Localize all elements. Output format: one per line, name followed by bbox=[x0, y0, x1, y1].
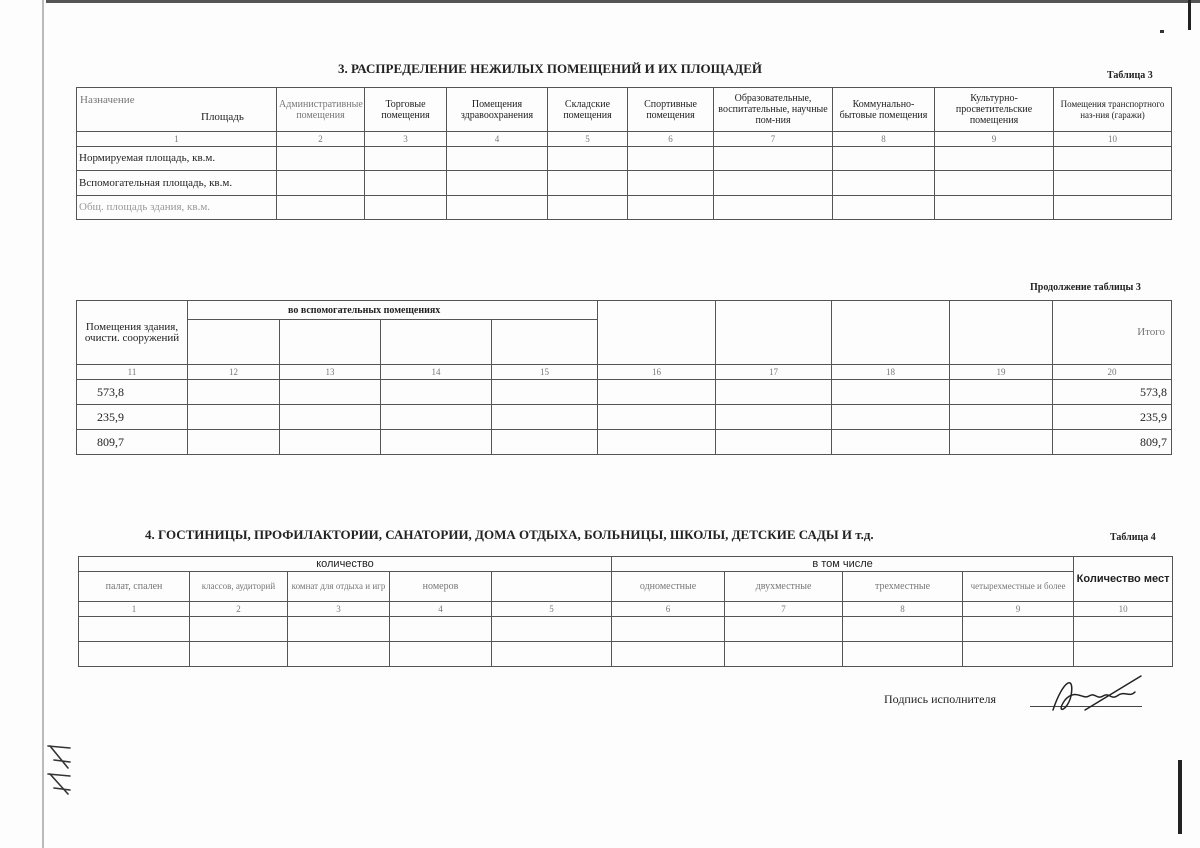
table3-corner-bottom: Площадь bbox=[201, 111, 244, 123]
empty-cell bbox=[714, 147, 833, 171]
empty-cell bbox=[79, 617, 190, 642]
col-number: 13 bbox=[280, 365, 381, 380]
empty-cell bbox=[280, 380, 381, 405]
empty-cell bbox=[548, 171, 628, 196]
col-number: 11 bbox=[77, 365, 188, 380]
empty-cell bbox=[598, 405, 716, 430]
col-number: 9 bbox=[935, 132, 1054, 147]
table4-group-quantity: количество bbox=[79, 557, 612, 572]
col-number: 7 bbox=[725, 602, 843, 617]
table3-header: Коммунально-бытовые помещения bbox=[833, 88, 935, 132]
table3-header: Помещения здравоохранения bbox=[447, 88, 548, 132]
section3-table-label: Таблица 3 bbox=[1107, 70, 1153, 81]
table4-header: трехместные bbox=[843, 572, 963, 602]
empty-cell bbox=[190, 617, 288, 642]
section4-table-label: Таблица 4 bbox=[1110, 532, 1156, 543]
col-number: 6 bbox=[628, 132, 714, 147]
empty-cell bbox=[447, 171, 548, 196]
empty-cell bbox=[492, 405, 598, 430]
empty-cell bbox=[714, 171, 833, 196]
col-number: 8 bbox=[833, 132, 935, 147]
table3b-corner: Помещения здания, очисти. сооружений bbox=[84, 320, 180, 344]
col-number: 1 bbox=[77, 132, 277, 147]
signature-scribble bbox=[1045, 670, 1145, 720]
empty-cell bbox=[612, 617, 725, 642]
empty-cell bbox=[628, 196, 714, 220]
col-number: 6 bbox=[612, 602, 725, 617]
col-number: 15 bbox=[492, 365, 598, 380]
table4-header bbox=[492, 572, 612, 602]
empty-cell bbox=[714, 196, 833, 220]
table4-header: палат, спален bbox=[79, 572, 190, 602]
col-number: 8 bbox=[843, 602, 963, 617]
table3 bbox=[76, 87, 1172, 220]
empty-cell bbox=[1074, 617, 1173, 642]
empty-cell bbox=[935, 147, 1054, 171]
signature-label: Подпись исполнителя bbox=[884, 692, 996, 706]
empty-cell bbox=[628, 147, 714, 171]
table3-header: Культурно-просветительские помещения bbox=[935, 88, 1054, 132]
empty-cell bbox=[628, 171, 714, 196]
table3b-total-header: Итого bbox=[1053, 301, 1172, 365]
table-row bbox=[77, 430, 1172, 455]
col-number: 2 bbox=[277, 132, 365, 147]
table3-header: Помещения транспортного наз-ния (гаражи) bbox=[1054, 88, 1172, 132]
empty-cell bbox=[280, 320, 381, 365]
table3b-header-row bbox=[77, 301, 1172, 320]
empty-cell bbox=[280, 405, 381, 430]
empty-cell bbox=[950, 405, 1053, 430]
table3-continuation bbox=[76, 300, 1172, 455]
table3b-number-row bbox=[77, 365, 1172, 380]
empty-cell bbox=[1054, 147, 1172, 171]
table4-header: номеров bbox=[390, 572, 492, 602]
empty-cell bbox=[447, 196, 548, 220]
table-row bbox=[77, 380, 1172, 405]
empty-cell bbox=[598, 430, 716, 455]
empty-cell bbox=[716, 430, 832, 455]
table4-header: одноместные bbox=[612, 572, 725, 602]
table4-header: классов, аудиторий bbox=[190, 572, 288, 602]
empty-cell bbox=[381, 405, 492, 430]
table4-header: двухместные bbox=[725, 572, 843, 602]
scan-edge-top bbox=[46, 0, 1200, 3]
table3-header-row bbox=[77, 88, 1172, 132]
empty-cell bbox=[832, 301, 950, 365]
table4-header: четырехместные и более bbox=[963, 572, 1074, 602]
empty-cell bbox=[277, 171, 365, 196]
row-label: Общ. площадь здания, кв.м. bbox=[77, 196, 277, 220]
row-label: Вспомогательная площадь, кв.м. bbox=[77, 171, 277, 196]
empty-cell bbox=[716, 301, 832, 365]
empty-cell bbox=[188, 430, 280, 455]
col-number: 20 bbox=[1053, 365, 1172, 380]
empty-cell bbox=[716, 405, 832, 430]
empty-cell bbox=[288, 617, 390, 642]
scan-edge-left bbox=[42, 0, 44, 848]
table-row bbox=[77, 147, 1172, 171]
empty-cell bbox=[833, 196, 935, 220]
table3-header: Торговые помещения bbox=[365, 88, 447, 132]
empty-cell bbox=[843, 617, 963, 642]
table4-places-header: Количество мест bbox=[1074, 557, 1173, 602]
table4-header-row bbox=[79, 572, 1173, 602]
row-total: 573,8 bbox=[1053, 380, 1172, 405]
empty-cell bbox=[492, 430, 598, 455]
empty-cell bbox=[725, 642, 843, 667]
empty-cell bbox=[950, 430, 1053, 455]
empty-cell bbox=[725, 617, 843, 642]
empty-cell bbox=[1054, 171, 1172, 196]
table4 bbox=[78, 556, 1173, 667]
empty-cell bbox=[833, 171, 935, 196]
empty-cell bbox=[492, 380, 598, 405]
empty-cell bbox=[188, 320, 280, 365]
table-row bbox=[77, 196, 1172, 220]
row-value: 809,7 bbox=[77, 430, 188, 455]
empty-cell bbox=[381, 320, 492, 365]
empty-cell bbox=[935, 196, 1054, 220]
empty-cell bbox=[716, 380, 832, 405]
empty-cell bbox=[548, 147, 628, 171]
table4-group-including: в том числе bbox=[612, 557, 1074, 572]
col-number: 10 bbox=[1074, 602, 1173, 617]
empty-cell bbox=[1054, 196, 1172, 220]
table-row bbox=[77, 405, 1172, 430]
row-value: 573,8 bbox=[77, 380, 188, 405]
col-number: 10 bbox=[1054, 132, 1172, 147]
empty-cell bbox=[277, 147, 365, 171]
table3-header: Образовательные, воспитательные, научные пом-ния bbox=[714, 88, 833, 132]
empty-cell bbox=[950, 301, 1053, 365]
col-number: 4 bbox=[390, 602, 492, 617]
empty-cell bbox=[190, 642, 288, 667]
col-number: 1 bbox=[79, 602, 190, 617]
col-number: 9 bbox=[963, 602, 1074, 617]
empty-cell bbox=[935, 171, 1054, 196]
row-total: 809,7 bbox=[1053, 430, 1172, 455]
table3-corner-cell bbox=[77, 88, 277, 132]
col-number: 7 bbox=[714, 132, 833, 147]
empty-cell bbox=[598, 380, 716, 405]
empty-cell bbox=[381, 380, 492, 405]
empty-cell bbox=[832, 380, 950, 405]
col-number: 4 bbox=[447, 132, 548, 147]
empty-cell bbox=[288, 642, 390, 667]
col-number: 5 bbox=[548, 132, 628, 147]
col-number: 5 bbox=[492, 602, 612, 617]
table3-header: Административные помещения bbox=[277, 88, 365, 132]
scan-mark-top-right bbox=[1188, 0, 1191, 30]
scan-tick bbox=[1160, 30, 1164, 33]
table4-number-row bbox=[79, 602, 1173, 617]
table3-header: Спортивные помещения bbox=[628, 88, 714, 132]
table3-header: Складские помещения bbox=[548, 88, 628, 132]
col-number: 2 bbox=[190, 602, 288, 617]
empty-cell bbox=[188, 380, 280, 405]
col-number: 16 bbox=[598, 365, 716, 380]
empty-cell bbox=[1074, 642, 1173, 667]
table-row bbox=[77, 171, 1172, 196]
empty-cell bbox=[277, 196, 365, 220]
col-number: 3 bbox=[365, 132, 447, 147]
row-value: 235,9 bbox=[77, 405, 188, 430]
empty-cell bbox=[492, 617, 612, 642]
table3b-corner-cell bbox=[77, 301, 188, 365]
scan-mark-bottom-right bbox=[1178, 760, 1182, 834]
col-number: 14 bbox=[381, 365, 492, 380]
empty-cell bbox=[390, 642, 492, 667]
empty-cell bbox=[950, 380, 1053, 405]
empty-cell bbox=[447, 147, 548, 171]
section4-title: 4. ГОСТИНИЦЫ, ПРОФИЛАКТОРИИ, САНАТОРИИ, ДОМА ОТДЫХА, БОЛЬНИЦЫ, ШКОЛЫ, ДЕТСКИЕ САДЫ И т.д. bbox=[145, 527, 874, 542]
empty-cell bbox=[492, 320, 598, 365]
empty-cell bbox=[79, 642, 190, 667]
row-total: 235,9 bbox=[1053, 405, 1172, 430]
table-row bbox=[79, 617, 1173, 642]
empty-cell bbox=[963, 617, 1074, 642]
col-number: 18 bbox=[832, 365, 950, 380]
table-row bbox=[79, 642, 1173, 667]
section3-title: 3. РАСПРЕДЕЛЕНИЕ НЕЖИЛЫХ ПОМЕЩЕНИЙ И ИХ ПЛОЩАДЕЙ bbox=[338, 61, 763, 76]
table4-group-row bbox=[79, 557, 1173, 572]
empty-cell bbox=[612, 642, 725, 667]
empty-cell bbox=[548, 196, 628, 220]
table3-number-row bbox=[77, 132, 1172, 147]
col-number: 3 bbox=[288, 602, 390, 617]
empty-cell bbox=[963, 642, 1074, 667]
table3-corner-top: Назначение bbox=[80, 94, 135, 106]
handwritten-page-mark bbox=[40, 740, 80, 796]
col-number: 12 bbox=[188, 365, 280, 380]
row-label: Нормируемая площадь, кв.м. bbox=[77, 147, 277, 171]
empty-cell bbox=[843, 642, 963, 667]
empty-cell bbox=[833, 147, 935, 171]
col-number: 19 bbox=[950, 365, 1053, 380]
empty-cell bbox=[598, 301, 716, 365]
empty-cell bbox=[365, 196, 447, 220]
table3b-group-header: во вспомогательных помещениях bbox=[188, 301, 598, 320]
empty-cell bbox=[188, 405, 280, 430]
empty-cell bbox=[280, 430, 381, 455]
empty-cell bbox=[492, 642, 612, 667]
section3b-continuation-label: Продолжение таблицы 3 bbox=[1030, 282, 1141, 293]
col-number: 17 bbox=[716, 365, 832, 380]
empty-cell bbox=[832, 405, 950, 430]
empty-cell bbox=[832, 430, 950, 455]
empty-cell bbox=[381, 430, 492, 455]
empty-cell bbox=[365, 147, 447, 171]
empty-cell bbox=[365, 171, 447, 196]
empty-cell bbox=[390, 617, 492, 642]
table4-header: комнат для отдыха и игр bbox=[288, 572, 390, 602]
